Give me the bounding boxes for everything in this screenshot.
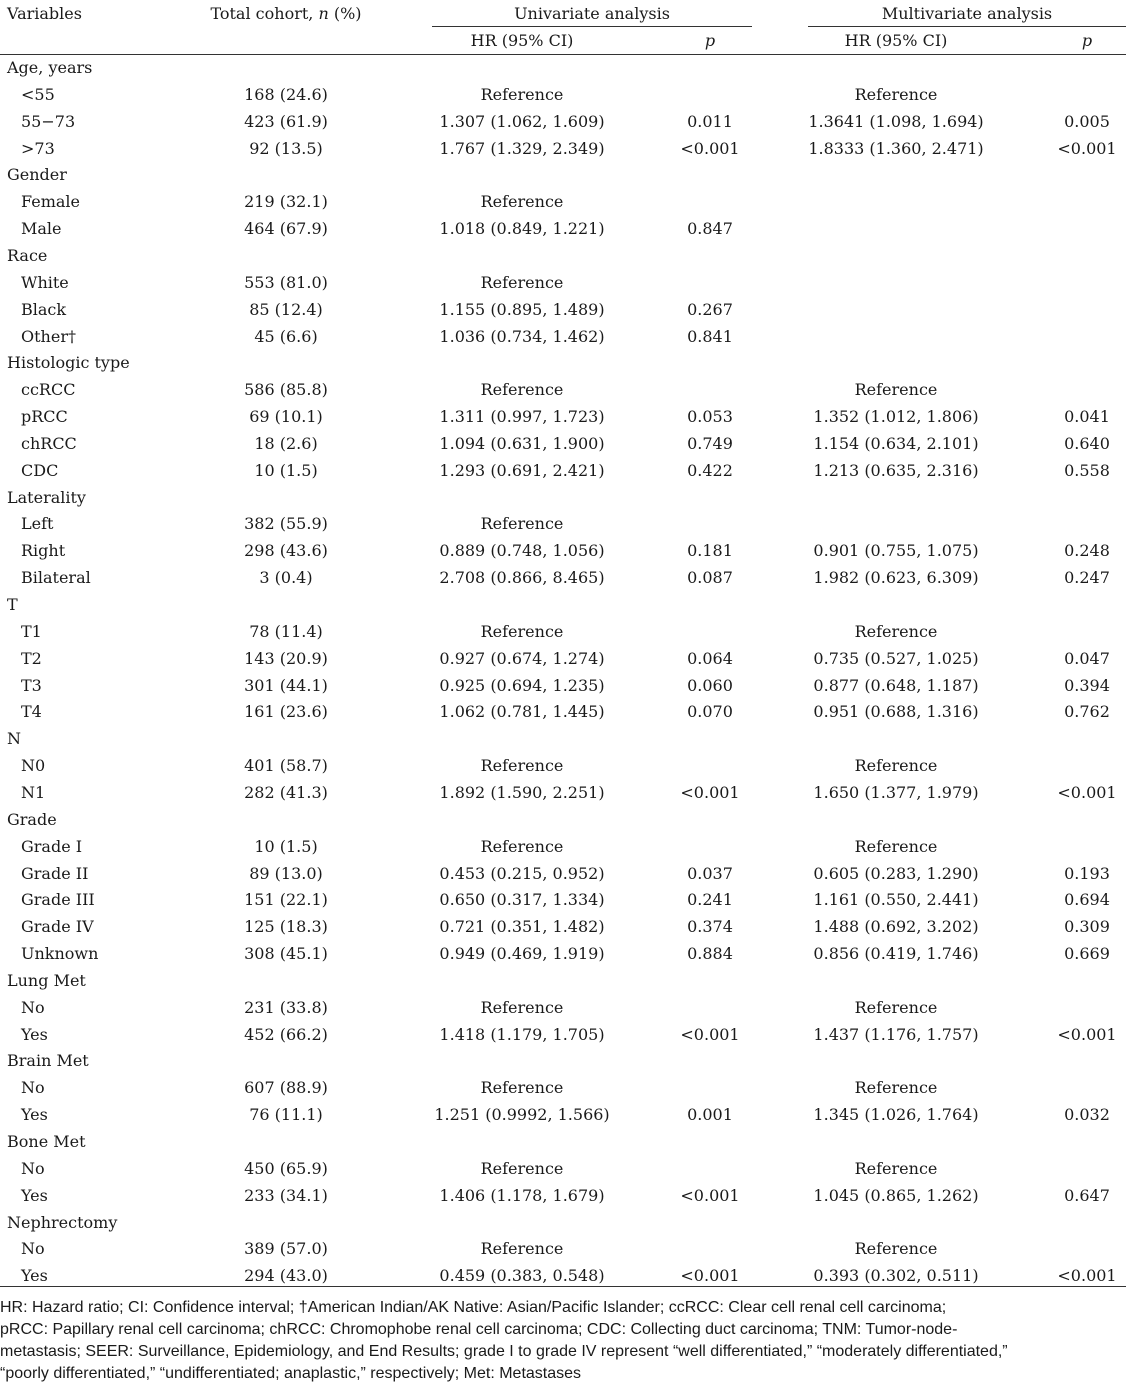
row-variable: Brain Met <box>7 1051 89 1070</box>
row-univariate-hr: Reference <box>480 998 564 1017</box>
row-variable: Yes <box>21 1186 48 1205</box>
row-total-cohort: 298 (43.6) <box>244 541 328 560</box>
footnote-line: metastasis; SEER: Surveillance, Epidemiology, and End Results; grade I to grade IV represent “well differentiated,” “moderately differentiated,” <box>0 1343 1008 1360</box>
row-multivariate-hr: 1.437 (1.176, 1.757) <box>813 1025 979 1044</box>
row-variable: Right <box>21 541 66 560</box>
row-variable: Bone Met <box>7 1132 86 1151</box>
row-univariate-p: 0.181 <box>687 541 733 560</box>
row-variable: T4 <box>21 702 42 721</box>
row-univariate-hr: 1.155 (0.895, 1.489) <box>439 300 605 319</box>
row-total-cohort: 464 (67.9) <box>244 219 328 238</box>
row-total-cohort: 92 (13.5) <box>249 139 323 158</box>
row-variable: White <box>21 273 69 292</box>
row-total-cohort: 161 (23.6) <box>244 702 328 721</box>
row-multivariate-p: 0.647 <box>1064 1186 1110 1205</box>
row-multivariate-hr: Reference <box>854 1078 938 1097</box>
row-univariate-hr: Reference <box>480 1078 564 1097</box>
row-total-cohort: 294 (43.0) <box>244 1266 328 1285</box>
row-multivariate-p: 0.640 <box>1064 434 1110 453</box>
row-variable: pRCC <box>21 407 68 426</box>
row-variable: Other† <box>21 327 76 346</box>
row-multivariate-hr: Reference <box>854 998 938 1017</box>
row-multivariate-hr: 1.045 (0.865, 1.262) <box>813 1186 979 1205</box>
row-variable: Laterality <box>7 488 86 507</box>
row-total-cohort: 423 (61.9) <box>244 112 328 131</box>
row-total-cohort: 450 (65.9) <box>244 1159 328 1178</box>
row-total-cohort: 78 (11.4) <box>249 622 323 641</box>
row-multivariate-p: 0.248 <box>1064 541 1110 560</box>
row-variable: No <box>21 1159 45 1178</box>
row-variable: Race <box>7 246 48 265</box>
row-variable: Grade II <box>21 864 89 883</box>
row-multivariate-p: 0.193 <box>1064 864 1110 883</box>
row-univariate-p: 0.070 <box>687 702 733 721</box>
row-multivariate-hr: Reference <box>854 1239 938 1258</box>
row-variable: Black <box>21 300 67 319</box>
row-variable: Grade IV <box>21 917 94 936</box>
row-total-cohort: 219 (32.1) <box>244 192 328 211</box>
row-multivariate-p: <0.001 <box>1057 1025 1117 1044</box>
header-bottom-rule <box>0 54 1126 55</box>
row-variable: 55−73 <box>21 112 76 131</box>
row-total-cohort: 586 (85.8) <box>244 380 328 399</box>
row-variable: CDC <box>21 461 59 480</box>
row-total-cohort: 452 (66.2) <box>244 1025 328 1044</box>
row-univariate-hr: 0.889 (0.748, 1.056) <box>439 541 605 560</box>
row-univariate-hr: 1.018 (0.849, 1.221) <box>439 219 605 238</box>
row-univariate-hr: Reference <box>480 273 564 292</box>
row-univariate-hr: 1.062 (0.781, 1.445) <box>439 702 605 721</box>
row-univariate-p: 0.847 <box>687 219 733 238</box>
row-variable: >73 <box>21 139 55 158</box>
row-total-cohort: 69 (10.1) <box>249 407 323 426</box>
row-univariate-hr: Reference <box>480 1159 564 1178</box>
row-variable: Unknown <box>21 944 99 963</box>
row-multivariate-hr: Reference <box>854 756 938 775</box>
row-total-cohort: 151 (22.1) <box>244 890 328 909</box>
row-total-cohort: 18 (2.6) <box>254 434 318 453</box>
row-variable: Gender <box>7 165 67 184</box>
row-total-cohort: 143 (20.9) <box>244 649 328 668</box>
header-total-cohort-prefix: Total cohort, <box>210 4 319 23</box>
row-multivariate-p: 0.558 <box>1064 461 1110 480</box>
footnote-line: HR: Hazard ratio; CI: Confidence interval; †American Indian/AK Native: Asian/Pacific Islander; ccRCC: Clear cell renal cell carcinoma; <box>0 1299 947 1316</box>
row-variable: Nephrectomy <box>7 1213 118 1232</box>
row-multivariate-hr: 0.877 (0.648, 1.187) <box>813 676 979 695</box>
row-univariate-hr: 0.949 (0.469, 1.919) <box>439 944 605 963</box>
row-univariate-p: 0.422 <box>687 461 733 480</box>
row-univariate-p: <0.001 <box>680 1266 740 1285</box>
row-multivariate-hr: 0.393 (0.302, 0.511) <box>813 1266 979 1285</box>
row-variable: ccRCC <box>21 380 76 399</box>
row-variable: No <box>21 1239 45 1258</box>
row-variable: <55 <box>21 85 55 104</box>
footnote <box>0 1297 1120 1385</box>
row-multivariate-hr: 1.488 (0.692, 3.202) <box>813 917 979 936</box>
row-total-cohort: 607 (88.9) <box>244 1078 328 1097</box>
row-univariate-p: 0.053 <box>687 407 733 426</box>
row-variable: T <box>7 595 18 614</box>
row-variable: Yes <box>21 1025 48 1044</box>
row-univariate-p: 0.267 <box>687 300 733 319</box>
row-univariate-hr: 1.767 (1.329, 2.349) <box>439 139 605 158</box>
row-variable: Grade <box>7 810 57 829</box>
row-multivariate-hr: 0.856 (0.419, 1.746) <box>813 944 979 963</box>
row-multivariate-p: 0.041 <box>1064 407 1110 426</box>
header-total-cohort-suffix: (%) <box>328 4 362 23</box>
row-univariate-hr: 1.311 (0.997, 1.723) <box>439 407 605 426</box>
row-variable: T2 <box>21 649 42 668</box>
row-variable: chRCC <box>21 434 77 453</box>
row-univariate-hr: 0.459 (0.383, 0.548) <box>439 1266 605 1285</box>
row-multivariate-hr: Reference <box>854 85 938 104</box>
row-multivariate-hr: Reference <box>854 380 938 399</box>
row-multivariate-hr: 1.650 (1.377, 1.979) <box>813 783 979 802</box>
row-univariate-hr: Reference <box>480 622 564 641</box>
multivariate-rule <box>808 26 1126 27</box>
row-variable: Grade I <box>21 837 83 856</box>
row-variable: No <box>21 1078 45 1097</box>
header-multivariate: Multivariate analysis <box>881 4 1053 23</box>
row-variable: N <box>7 729 21 748</box>
row-variable: Age, years <box>7 58 93 77</box>
row-multivariate-hr: 1.161 (0.550, 2.441) <box>813 890 979 909</box>
header-univariate-p: p <box>704 31 716 50</box>
row-multivariate-p: 0.047 <box>1064 649 1110 668</box>
row-multivariate-hr: Reference <box>854 622 938 641</box>
row-multivariate-hr: 1.8333 (1.360, 2.471) <box>808 139 984 158</box>
row-multivariate-hr: 1.154 (0.634, 2.101) <box>813 434 979 453</box>
row-univariate-hr: 0.927 (0.674, 1.274) <box>439 649 605 668</box>
header-multivariate-hr: HR (95% CI) <box>844 31 948 50</box>
row-total-cohort: 10 (1.5) <box>254 837 318 856</box>
row-univariate-p: 0.001 <box>687 1105 733 1124</box>
row-univariate-p: 0.060 <box>687 676 733 695</box>
row-univariate-p: <0.001 <box>680 139 740 158</box>
row-variable: Female <box>21 192 80 211</box>
univariate-rule <box>432 26 752 27</box>
row-univariate-p: 0.011 <box>687 112 733 131</box>
row-univariate-p: 0.064 <box>687 649 733 668</box>
row-total-cohort: 168 (24.6) <box>244 85 328 104</box>
row-univariate-hr: Reference <box>480 514 564 533</box>
row-univariate-p: 0.241 <box>687 890 733 909</box>
header-total-cohort-n: n <box>318 4 329 23</box>
header-univariate-hr: HR (95% CI) <box>470 31 574 50</box>
row-multivariate-hr: 0.605 (0.283, 1.290) <box>813 864 979 883</box>
row-variable: Yes <box>21 1266 48 1285</box>
row-multivariate-hr: 0.901 (0.755, 1.075) <box>813 541 979 560</box>
row-univariate-hr: Reference <box>480 85 564 104</box>
row-multivariate-p: 0.762 <box>1064 702 1110 721</box>
row-univariate-hr: 1.036 (0.734, 1.462) <box>439 327 605 346</box>
footnote-line: “poorly differentiated,” “undifferentiated; anaplastic,” respectively; Met: Metastases <box>0 1365 582 1382</box>
row-univariate-hr: Reference <box>480 192 564 211</box>
row-total-cohort: 308 (45.1) <box>244 944 328 963</box>
row-univariate-hr: 1.307 (1.062, 1.609) <box>439 112 605 131</box>
row-variable: T1 <box>21 622 42 641</box>
row-univariate-p: <0.001 <box>680 1186 740 1205</box>
row-variable: T3 <box>21 676 42 695</box>
row-univariate-hr: Reference <box>480 380 564 399</box>
row-total-cohort: 76 (11.1) <box>249 1105 323 1124</box>
row-univariate-p: 0.374 <box>687 917 733 936</box>
row-multivariate-hr: 1.345 (1.026, 1.764) <box>813 1105 979 1124</box>
row-univariate-p: 0.841 <box>687 327 733 346</box>
row-variable: Lung Met <box>7 971 86 990</box>
row-multivariate-p: 0.694 <box>1064 890 1110 909</box>
row-univariate-hr: 0.650 (0.317, 1.334) <box>439 890 605 909</box>
row-total-cohort: 233 (34.1) <box>244 1186 328 1205</box>
row-multivariate-hr: 1.3641 (1.098, 1.694) <box>808 112 984 131</box>
row-multivariate-hr: 1.213 (0.635, 2.316) <box>813 461 979 480</box>
row-multivariate-p: 0.669 <box>1064 944 1110 963</box>
row-univariate-hr: 0.925 (0.694, 1.235) <box>439 676 605 695</box>
row-total-cohort: 389 (57.0) <box>244 1239 328 1258</box>
row-univariate-hr: Reference <box>480 837 564 856</box>
row-total-cohort: 382 (55.9) <box>244 514 328 533</box>
row-multivariate-p: 0.032 <box>1064 1105 1110 1124</box>
row-multivariate-hr: 0.951 (0.688, 1.316) <box>813 702 979 721</box>
row-univariate-hr: Reference <box>480 1239 564 1258</box>
header-variables: Variables <box>7 4 82 23</box>
footnote-line: pRCC: Papillary renal cell carcinoma; chRCC: Chromophobe renal cell carcinoma; CDC: Collecting duct carcinoma; TNM: Tumor-node- <box>0 1321 958 1338</box>
row-univariate-hr: 2.708 (0.866, 8.465) <box>439 568 605 587</box>
row-variable: N1 <box>21 783 46 802</box>
row-multivariate-hr: 0.735 (0.527, 1.025) <box>813 649 979 668</box>
row-univariate-hr: 1.293 (0.691, 2.421) <box>439 461 605 480</box>
row-total-cohort: 231 (33.8) <box>244 998 328 1017</box>
table-bottom-rule <box>0 1286 1126 1287</box>
row-univariate-hr: 1.251 (0.9992, 1.566) <box>434 1105 610 1124</box>
row-univariate-p: 0.037 <box>687 864 733 883</box>
row-multivariate-p: 0.247 <box>1064 568 1110 587</box>
row-total-cohort: 85 (12.4) <box>249 300 323 319</box>
row-multivariate-hr: 1.982 (0.623, 6.309) <box>813 568 979 587</box>
header-multivariate-p: p <box>1081 31 1093 50</box>
row-variable: Left <box>21 514 54 533</box>
row-univariate-p: <0.001 <box>680 783 740 802</box>
row-total-cohort: 89 (13.0) <box>249 864 323 883</box>
row-total-cohort: 401 (58.7) <box>244 756 328 775</box>
row-multivariate-p: <0.001 <box>1057 139 1117 158</box>
row-variable: Male <box>21 219 62 238</box>
row-multivariate-hr: Reference <box>854 1159 938 1178</box>
row-multivariate-p: 0.005 <box>1064 112 1110 131</box>
row-univariate-hr: 1.406 (1.178, 1.679) <box>439 1186 605 1205</box>
row-univariate-hr: Reference <box>480 756 564 775</box>
row-univariate-p: 0.087 <box>687 568 733 587</box>
row-total-cohort: 10 (1.5) <box>254 461 318 480</box>
row-multivariate-p: 0.394 <box>1064 676 1110 695</box>
row-total-cohort: 282 (41.3) <box>244 783 328 802</box>
row-multivariate-hr: 1.352 (1.012, 1.806) <box>813 407 979 426</box>
header-total-cohort <box>186 3 386 25</box>
row-total-cohort: 301 (44.1) <box>244 676 328 695</box>
row-univariate-hr: 1.892 (1.590, 2.251) <box>439 783 605 802</box>
row-multivariate-hr: Reference <box>854 837 938 856</box>
row-univariate-hr: 1.094 (0.631, 1.900) <box>439 434 605 453</box>
row-total-cohort: 45 (6.6) <box>254 327 318 346</box>
row-variable: Bilateral <box>21 568 91 587</box>
row-multivariate-p: <0.001 <box>1057 783 1117 802</box>
header-univariate: Univariate analysis <box>514 4 670 23</box>
row-variable: Histologic type <box>7 353 130 372</box>
row-total-cohort: 3 (0.4) <box>259 568 313 587</box>
row-multivariate-p: 0.309 <box>1064 917 1110 936</box>
row-multivariate-p: <0.001 <box>1057 1266 1117 1285</box>
row-total-cohort: 553 (81.0) <box>244 273 328 292</box>
row-variable: No <box>21 998 45 1017</box>
row-univariate-p: 0.749 <box>687 434 733 453</box>
row-total-cohort: 125 (18.3) <box>244 917 328 936</box>
row-variable: Yes <box>21 1105 48 1124</box>
row-univariate-p: 0.884 <box>687 944 733 963</box>
row-univariate-hr: 1.418 (1.179, 1.705) <box>439 1025 605 1044</box>
row-univariate-hr: 0.453 (0.215, 0.952) <box>439 864 605 883</box>
row-variable: N0 <box>21 756 46 775</box>
row-univariate-hr: 0.721 (0.351, 1.482) <box>439 917 605 936</box>
row-univariate-p: <0.001 <box>680 1025 740 1044</box>
row-variable: Grade III <box>21 890 95 909</box>
